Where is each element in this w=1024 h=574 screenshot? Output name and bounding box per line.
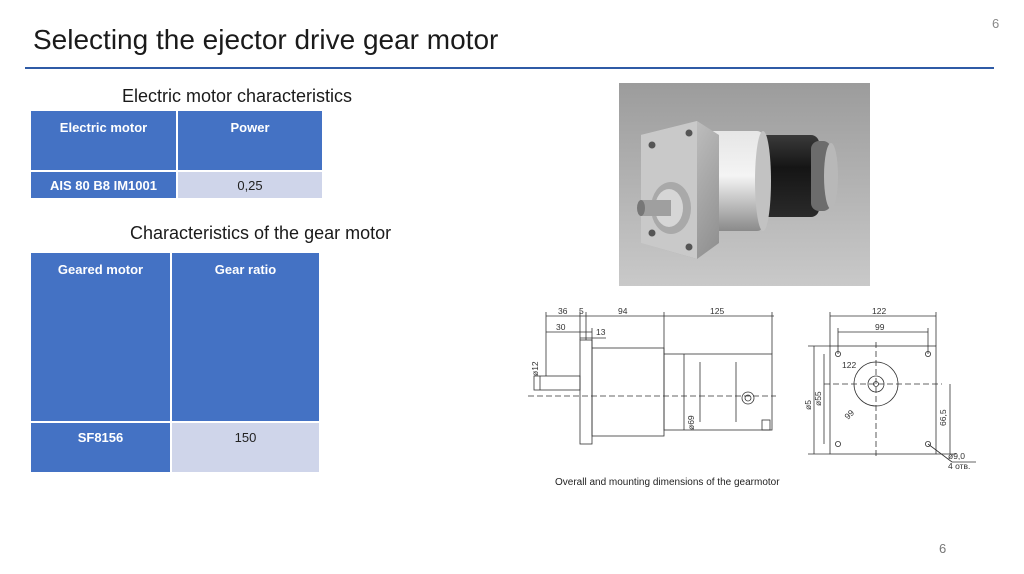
gear-cell-model: SF8156 bbox=[31, 423, 170, 472]
gear-motor-photo bbox=[619, 83, 870, 286]
title-divider bbox=[25, 67, 994, 69]
dim-13: 13 bbox=[596, 327, 606, 337]
dim-shaft-diameter: ø12 bbox=[530, 361, 540, 376]
slide-number-top: 6 bbox=[992, 16, 1000, 31]
dim-bolt-circle-55: 99 bbox=[842, 407, 857, 422]
dim-94: 94 bbox=[618, 306, 628, 316]
gear-cell-ratio: 150 bbox=[172, 423, 319, 472]
dim-height-99: ø55 bbox=[813, 391, 823, 406]
motor-header-power: Power bbox=[178, 111, 322, 170]
dim-30: 30 bbox=[556, 322, 566, 332]
slide-number-bottom: 6 bbox=[939, 541, 947, 556]
gear-header-geared-motor: Geared motor bbox=[31, 253, 170, 421]
dim-hole-5: 122 bbox=[842, 360, 857, 370]
motor-cell-model: AIS 80 B8 IM1001 bbox=[31, 172, 176, 198]
dim-width-122: 122 bbox=[872, 306, 887, 316]
dim-height-122: ø5 bbox=[803, 400, 813, 410]
motor-cell-power: 0,25 bbox=[178, 172, 322, 198]
motor-section-title: Electric motor characteristics bbox=[122, 86, 353, 106]
dim-36: 36 bbox=[558, 306, 568, 316]
gear-section-title: Characteristics of the gear motor bbox=[130, 223, 392, 243]
dim-body-diameter: ø69 bbox=[686, 415, 696, 430]
dim-5: 5 bbox=[579, 306, 584, 316]
dim-mount-hole: ø9,0 bbox=[948, 451, 966, 461]
drawing-caption: Overall and mounting dimensions of the gearmotor bbox=[555, 477, 780, 488]
page-title: Selecting the ejector drive gear motor bbox=[33, 24, 499, 55]
dim-width-99: 99 bbox=[875, 322, 885, 332]
motor-table bbox=[29, 109, 324, 200]
dimension-drawing bbox=[524, 302, 984, 474]
gear-table bbox=[29, 251, 321, 474]
gear-header-gear-ratio: Gear ratio bbox=[172, 253, 319, 421]
dim-hole-count: 4 отв. bbox=[948, 461, 971, 471]
dim-125: 125 bbox=[710, 306, 725, 316]
motor-header-electric-motor: Electric motor bbox=[31, 111, 176, 170]
dim-offset-66-5: 66,5 bbox=[938, 409, 948, 426]
